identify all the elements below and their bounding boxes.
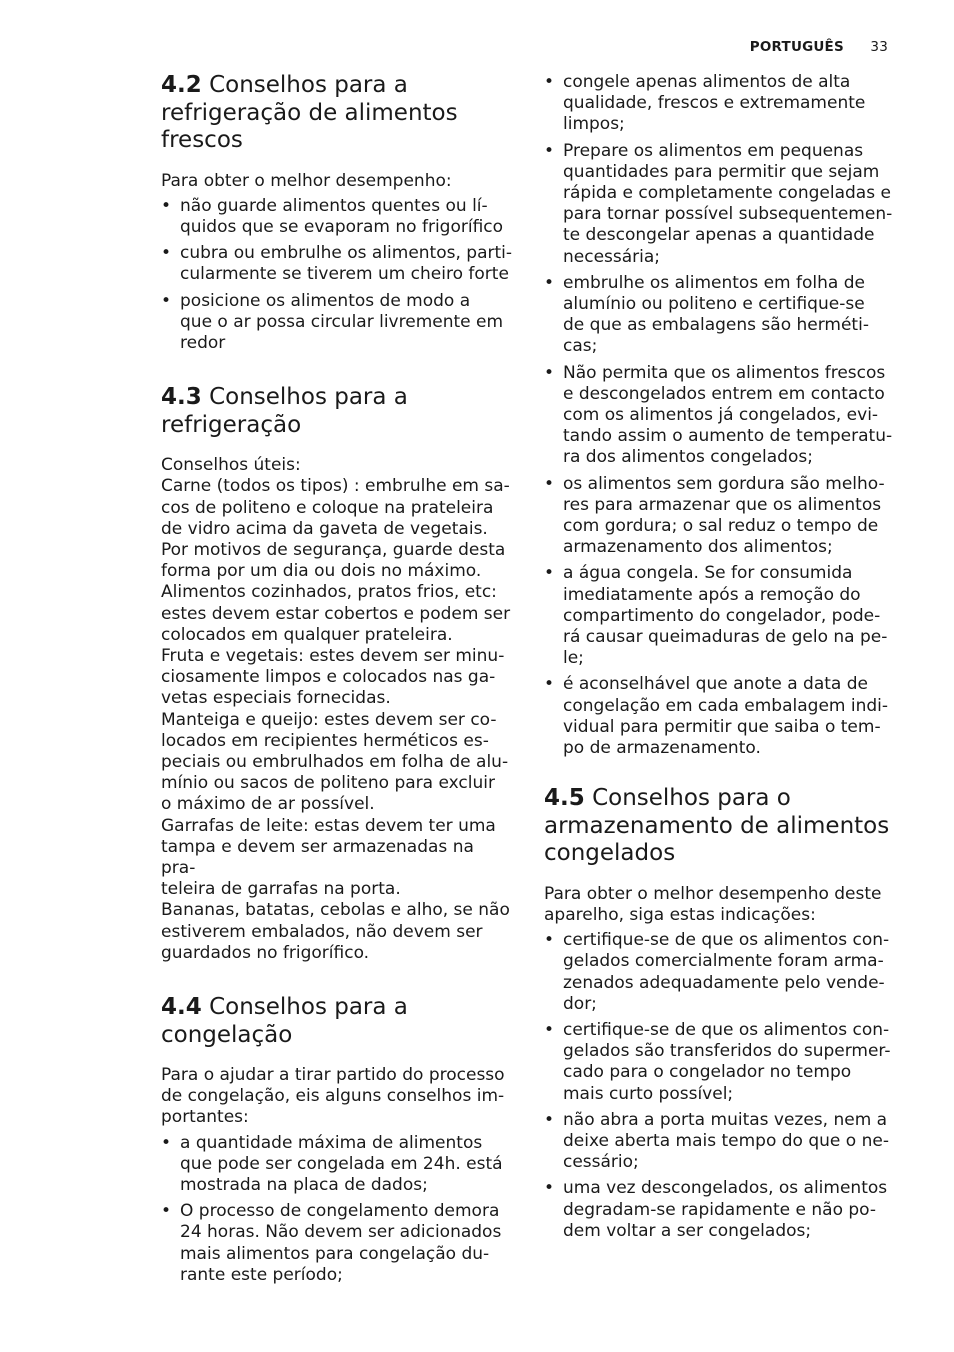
list-item: • uma vez descongelados, os alimentos degradam-se rapidamente e não po- dem voltar a ser congelados; bbox=[544, 1178, 896, 1242]
list-item: • Prepare os alimentos em pequenas quantidades para permitir que sejam rápida e completamente congeladas e para tornar possível subsequentemen- te descongelar apenas a quantidade necessária; bbox=[544, 141, 896, 268]
section-4-5 bbox=[544, 785, 896, 1242]
section-4-4 bbox=[161, 994, 513, 1286]
list-item: • certifique-se de que os alimentos con- gelados são transferidos do supermer- cado para o congelador no tempo mais curto possível; bbox=[544, 1020, 896, 1105]
bullet-list bbox=[161, 1133, 513, 1286]
list-item: • posicione os alimentos de modo a que o ar possa circular livremente em redor bbox=[161, 291, 513, 355]
list-item: • a quantidade máxima de alimentos que pode ser congelada em 24h. está mostrada na placa de dados; bbox=[161, 1133, 513, 1197]
list-item: • não guarde alimentos quentes ou lí- quidos que se evaporam no frigorífico bbox=[161, 196, 513, 238]
list-item: • a água congela. Se for consumida imediatamente após a remoção do compartimento do congelador, pode- rá causar queimaduras de gelo na pe- le; bbox=[544, 563, 896, 669]
page-number: 33 bbox=[870, 39, 888, 55]
list-item: • Não permita que os alimentos frescos e descongelados entrem em contacto com os alimentos já congelados, evi- tando assim o aumento de temperatu- ra dos alimentos congelados; bbox=[544, 363, 896, 469]
section-intro: Para obter o melhor desempenho: bbox=[161, 170, 452, 191]
list-item: • cubra ou embrulhe os alimentos, parti- cularmente se tiverem um cheiro forte bbox=[161, 243, 513, 285]
list-item: • certifique-se de que os alimentos con- gelados comercialmente foram arma- zenados adequadamente pelo vende- dor; bbox=[544, 930, 896, 1015]
section-heading: 4.3 Conselhos para a refrigeração bbox=[161, 384, 408, 438]
bullet-list bbox=[161, 196, 513, 354]
page-header bbox=[750, 39, 888, 55]
list-item: • os alimentos sem gordura são melho- res para armazenar que os alimentos com gordura; o sal reduz o tempo de armazenamento dos alimentos; bbox=[544, 474, 896, 559]
section-intro: Para o ajudar a tirar partido do processo de congelação, eis alguns conselhos im- portantes: bbox=[161, 1065, 505, 1128]
list-item: • é aconselhável que anote a data de congelação em cada embalagem indi- vidual para permitir que saiba o tem- po de armazenamento. bbox=[544, 674, 896, 759]
list-item: • embrulhe os alimentos em folha de alumínio ou politeno e certifique-se de que as embalagens são herméti- cas; bbox=[544, 273, 896, 358]
list-item: • O processo de congelamento demora 24 horas. Não devem ser adicionados mais alimentos para congelação du- rante este período; bbox=[161, 1201, 513, 1286]
section-heading: 4.4 Conselhos para a congelação bbox=[161, 994, 408, 1048]
section-body: Conselhos úteis: Carne (todos os tipos) : embrulhe em sa- cos de politeno e coloque na prateleira de vidro acima da gaveta de vegetais. Por motivos de segurança, guarde desta forma por um dia ou dois no máximo. Alimentos cozinhados, pratos frios, etc: estes devem estar cobertos e podem ser colocados em qualquer prateleira. Fruta e vegetais: estes devem ser minu- ciosamente limpos e colocados nas ga- vetas especiais fornecidas. Manteiga e queijo: estes devem ser co- locados em recipientes herméticos es- peciais ou embrulhados em folha de alu- mínio ou sacos de politeno para excluir o máximo de ar possível. Garrafas de leite: estas devem ter uma tampa e devem ser armazenadas na pra- teleira de garrafas na porta. Bananas, batatas, cebolas e alho, se não estiverem embalados, não devem ser guardados no frigorífico. bbox=[161, 455, 511, 963]
left-column bbox=[161, 72, 513, 1316]
section-heading: 4.2 Conselhos para a refrigeração de alimentos frescos bbox=[161, 72, 458, 153]
section-4-2 bbox=[161, 72, 513, 354]
section-heading: 4.5 Conselhos para o armazenamento de alimentos congelados bbox=[544, 785, 890, 867]
bullet-list bbox=[544, 930, 896, 1242]
list-item: • não abra a porta muitas vezes, nem a deixe aberta mais tempo do que o ne- cessário; bbox=[544, 1110, 896, 1174]
right-column bbox=[544, 72, 896, 1272]
list-item: • congele apenas alimentos de alta qualidade, frescos e extremamente limpos; bbox=[544, 72, 896, 136]
section-4-3 bbox=[161, 384, 513, 964]
bullet-list bbox=[544, 72, 896, 759]
language-label: PORTUGUÊS bbox=[749, 39, 844, 55]
section-intro: Para obter o melhor desempenho deste aparelho, siga estas indicações: bbox=[544, 883, 882, 925]
